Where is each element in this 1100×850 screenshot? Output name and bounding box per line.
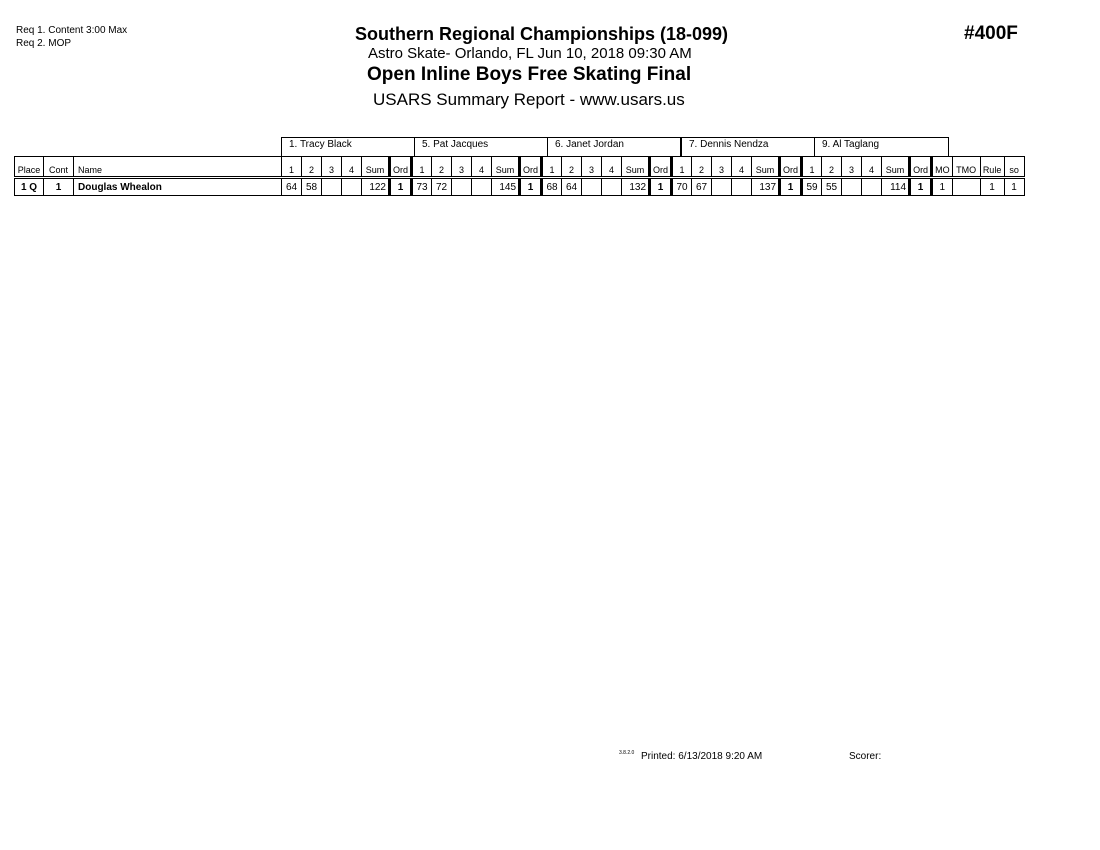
col-j3-s4: 4	[602, 157, 622, 178]
col-j5-s3: 3	[842, 157, 862, 178]
results-table	[14, 156, 1025, 196]
cont-cell: 1	[44, 178, 74, 196]
col-mo: MO	[932, 157, 953, 178]
venue-date: Astro Skate- Orlando, FL Jun 10, 2018 09:30 AM	[368, 45, 692, 62]
j5-score-4	[862, 178, 882, 196]
col-j1-s2: 2	[302, 157, 322, 178]
software-version: 3.8.2.0	[619, 750, 635, 756]
requirement-1: Req 1. Content 3:00 Max	[16, 25, 128, 36]
col-so: so	[1004, 157, 1024, 178]
judge-header-5: 9. Al Taglang	[814, 137, 949, 156]
col-j5-sum: Sum	[882, 157, 910, 178]
j4-score-2: 67	[692, 178, 712, 196]
so-cell: 1	[1004, 178, 1024, 196]
col-j3-s2: 2	[562, 157, 582, 178]
col-j4-ord: Ord	[780, 157, 802, 178]
scorer-label: Scorer:	[849, 751, 882, 762]
col-tmo: TMO	[952, 157, 980, 178]
col-j1-sum: Sum	[362, 157, 390, 178]
j2-sum: 145	[492, 178, 520, 196]
col-j4-s4: 4	[732, 157, 752, 178]
j2-score-3	[452, 178, 472, 196]
col-j3-sum: Sum	[622, 157, 650, 178]
j5-ord: 1	[910, 178, 932, 196]
j1-score-1: 64	[282, 178, 302, 196]
j4-score-3	[712, 178, 732, 196]
col-j5-s2: 2	[822, 157, 842, 178]
j3-score-2: 64	[562, 178, 582, 196]
table-row	[15, 178, 1025, 196]
col-j2-s2: 2	[432, 157, 452, 178]
j5-score-3	[842, 178, 862, 196]
competition-title: Southern Regional Championships (18-099)	[355, 24, 729, 44]
judge-header-1: 1. Tracy Black	[281, 137, 415, 156]
column-header-row	[15, 157, 1025, 178]
j4-sum: 137	[752, 178, 780, 196]
col-j2-ord: Ord	[520, 157, 542, 178]
printed-timestamp: Printed: 6/13/2018 9:20 AM	[641, 751, 763, 762]
col-j2-s4: 4	[472, 157, 492, 178]
col-j5-s4: 4	[862, 157, 882, 178]
j1-score-4	[342, 178, 362, 196]
tmo-cell	[952, 178, 980, 196]
j3-sum: 132	[622, 178, 650, 196]
col-j1-s1: 1	[282, 157, 302, 178]
col-place: Place	[15, 157, 44, 178]
col-cont: Cont	[44, 157, 74, 178]
col-j4-sum: Sum	[752, 157, 780, 178]
j5-sum: 114	[882, 178, 910, 196]
j3-ord: 1	[650, 178, 672, 196]
col-j5-s1: 1	[802, 157, 822, 178]
col-j4-s1: 1	[672, 157, 692, 178]
col-j5-ord: Ord	[910, 157, 932, 178]
j3-score-4	[602, 178, 622, 196]
judge-header-4: 7. Dennis Nendza	[681, 137, 815, 156]
j4-score-4	[732, 178, 752, 196]
col-j3-s3: 3	[582, 157, 602, 178]
col-j1-ord: Ord	[390, 157, 412, 178]
col-j2-s3: 3	[452, 157, 472, 178]
col-name: Name	[74, 157, 282, 178]
j2-score-1: 73	[412, 178, 432, 196]
col-j1-s3: 3	[322, 157, 342, 178]
j2-score-2: 72	[432, 178, 452, 196]
col-j4-s2: 2	[692, 157, 712, 178]
event-number: #400F	[964, 23, 1018, 44]
j4-ord: 1	[780, 178, 802, 196]
col-j2-s1: 1	[412, 157, 432, 178]
judge-header-3: 6. Janet Jordan	[547, 137, 681, 156]
col-j3-s1: 1	[542, 157, 562, 178]
report-title: USARS Summary Report - www.usars.us	[373, 90, 685, 109]
requirement-2: Req 2. MOP	[16, 38, 72, 49]
j1-sum: 122	[362, 178, 390, 196]
j2-score-4	[472, 178, 492, 196]
col-rule: Rule	[980, 157, 1004, 178]
j4-score-1: 70	[672, 178, 692, 196]
col-j1-s4: 4	[342, 157, 362, 178]
skater-name: Douglas Whealon	[74, 178, 282, 196]
j3-score-3	[582, 178, 602, 196]
j3-score-1: 68	[542, 178, 562, 196]
j1-score-3	[322, 178, 342, 196]
event-title: Open Inline Boys Free Skating Final	[367, 64, 692, 85]
col-j2-sum: Sum	[492, 157, 520, 178]
j1-ord: 1	[390, 178, 412, 196]
mo-cell: 1	[932, 178, 953, 196]
place-cell: 1 Q	[15, 178, 44, 196]
judge-header-2: 5. Pat Jacques	[414, 137, 548, 156]
j5-score-2: 55	[822, 178, 842, 196]
j1-score-2: 58	[302, 178, 322, 196]
col-j4-s3: 3	[712, 157, 732, 178]
j2-ord: 1	[520, 178, 542, 196]
col-j3-ord: Ord	[650, 157, 672, 178]
j5-score-1: 59	[802, 178, 822, 196]
rule-cell: 1	[980, 178, 1004, 196]
